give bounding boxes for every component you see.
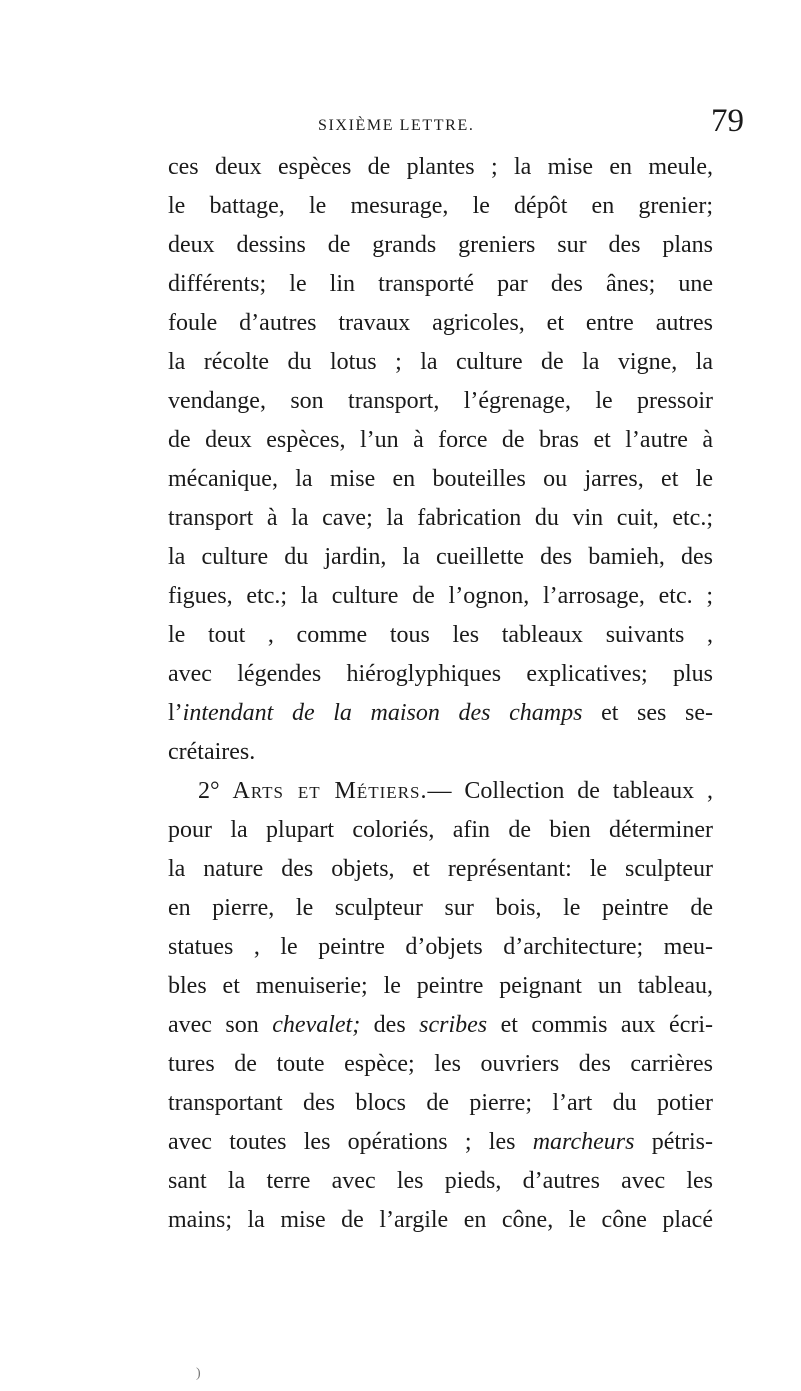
text-line: sant la terre avec les pieds, d’autres avec les: [168, 1168, 713, 1194]
text-line: la culture du jardin, la cueillette des bamieh, des: [168, 544, 713, 570]
italic-phrase: marcheurs: [532, 1129, 635, 1155]
running-title: SIXIÈME LETTRE.: [318, 117, 475, 134]
italic-phrase: intendant de la maison des champs: [182, 700, 583, 726]
page-header: [0, 103, 801, 143]
text-line: crétaires.: [168, 739, 256, 765]
body-text: [168, 148, 713, 1240]
text-line: transport à la cave; la fabrication du vin cuit, etc.;: [168, 505, 713, 531]
text-line: mains; la mise de l’argile en cône, le cône placé: [168, 1207, 713, 1233]
text-line: figues, etc.; la culture de l’ognon, l’arrosage, etc. ;: [168, 583, 713, 609]
text-line: pour la plupart coloriés, afin de bien déterminer: [168, 817, 713, 843]
text-line: le battage, le mesurage, le dépôt en grenier;: [168, 193, 713, 219]
text-line: le tout , comme tous les tableaux suivants ,: [168, 622, 713, 648]
text-line: la nature des objets, et représentant: le sculpteur: [168, 856, 713, 882]
section-heading-line: 2° Arts et Métiers.— Collection de tableaux ,: [198, 778, 713, 804]
text-line: deux dessins de grands greniers sur des plans: [168, 232, 713, 258]
text-line: vendange, son transport, l’égrenage, le pressoir: [168, 388, 713, 414]
text-line: avec toutes les opérations ; les marcheurs pétris-: [168, 1129, 713, 1155]
text-line: foule d’autres travaux agricoles, et entre autres: [168, 310, 713, 336]
text-line: ces deux espèces de plantes ; la mise en meule,: [168, 154, 713, 180]
section-title: Arts et Métiers.: [232, 778, 428, 804]
text-line: l’intendant de la maison des champs et ses se-: [168, 700, 713, 726]
text-line: transportant des blocs de pierre; l’art du potier: [168, 1090, 713, 1116]
footer-mark: ): [196, 1366, 201, 1381]
text-line: en pierre, le sculpteur sur bois, le peintre de: [168, 895, 713, 921]
section-number: 2°: [198, 778, 220, 804]
text-line: bles et menuiserie; le peintre peignant un tableau,: [168, 973, 713, 999]
text-line: la récolte du lotus ; la culture de la vigne, la: [168, 349, 713, 375]
italic-phrase: chevalet;: [272, 1012, 361, 1038]
text-line: mécanique, la mise en bouteilles ou jarres, et le: [168, 466, 713, 492]
text-line: avec son chevalet; des scribes et commis aux écri-: [168, 1012, 713, 1038]
text-line: avec légendes hiéroglyphiques explicatives; plus: [168, 661, 713, 687]
italic-phrase: scribes: [419, 1012, 488, 1038]
text-line: différents; le lin transporté par des ânes; une: [168, 271, 713, 297]
text-line: statues , le peintre d’objets d’architecture; meu-: [168, 934, 713, 960]
text-line: tures de toute espèce; les ouvriers des carrières: [168, 1051, 713, 1077]
page-number: 79: [711, 103, 744, 139]
text-line: de deux espèces, l’un à force de bras et l’autre à: [168, 427, 713, 453]
